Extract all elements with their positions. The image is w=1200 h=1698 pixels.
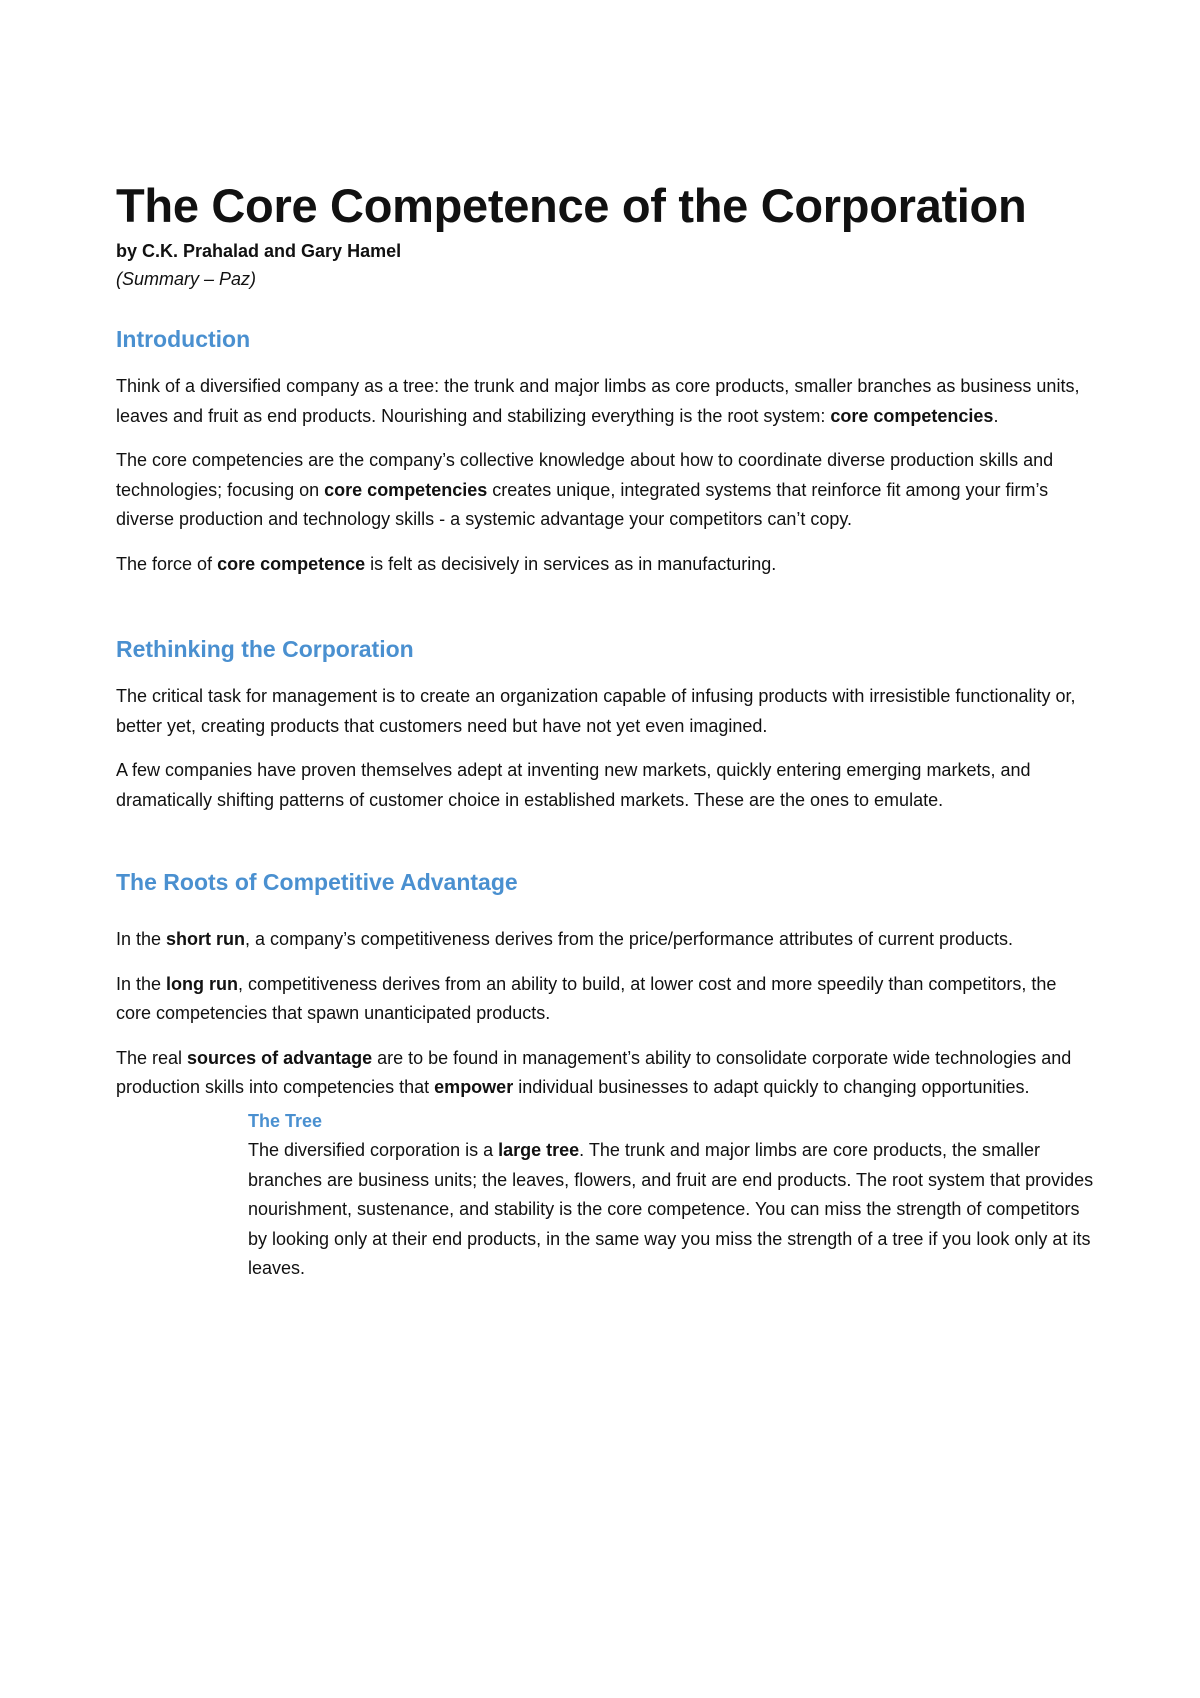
text-run: individual businesses to adapt quickly to changing opportunities. xyxy=(513,1077,1030,1097)
intro-paragraph-2 xyxy=(116,446,1096,535)
text-run: . xyxy=(993,405,999,426)
text-run: , a company’s competitiveness derives from the price/performance attributes of current products. xyxy=(245,929,1014,949)
text-run: are to be found in management’s ability to consolidate corporate wide technologies and production skills into competencies that xyxy=(116,1047,1072,1097)
bold-run: large tree xyxy=(498,1140,580,1160)
document-page xyxy=(116,178,1096,1284)
bold-run: empower xyxy=(434,1077,514,1097)
section-heading-roots: The Roots of Competitive Advantage xyxy=(116,869,518,895)
text-run: The real xyxy=(116,1047,188,1068)
roots-paragraph-3 xyxy=(116,1044,1096,1103)
text-run: creates unique, integrated systems that reinforce fit among your firm’s diverse production and technology skills - a systemic advantage your competitors can’t copy. xyxy=(116,479,1049,529)
text-run: is felt as decisively in services as in manufacturing. xyxy=(365,553,777,574)
bold-run: core competencies xyxy=(830,405,994,426)
rethinking-paragraph-1: The critical task for management is to create an organization capable of infusing products with irresistible functionality or, better yet, creating products that customers need but have not yet even imagined. xyxy=(116,686,1076,736)
bold-run: short run xyxy=(166,929,246,949)
text-run: The force of xyxy=(116,553,218,574)
text-run: Think of a diversified company as a tree: the trunk and major limbs as core products, smaller branches as business units, leaves and fruit as end products. Nourishing and stabilizing everything is the root system: xyxy=(116,376,1080,426)
roots-paragraph-2 xyxy=(116,970,1096,1029)
bold-run: sources of advantage xyxy=(187,1047,373,1068)
bold-run: long run xyxy=(166,973,239,994)
bold-run: core competence xyxy=(217,553,366,574)
subsection-heading-tree: The Tree xyxy=(248,1110,323,1131)
document-authors: by C.K. Prahalad and Gary Hamel xyxy=(116,241,402,261)
section-heading-introduction: Introduction xyxy=(116,326,251,352)
text-run: In the xyxy=(116,973,167,994)
intro-paragraph-1 xyxy=(116,372,1096,431)
bold-run: core competencies xyxy=(324,479,488,500)
text-run: The diversified corporation is a xyxy=(248,1140,499,1160)
summary-note: (Summary – Paz) xyxy=(116,269,257,289)
rethinking-paragraph-2: A few companies have proven themselves adept at inventing new markets, quickly entering emerging markets, and dramatically shifting patterns of customer choice in established markets. These are the ones to emulate. xyxy=(116,760,1031,810)
text-run: In the xyxy=(116,929,167,949)
roots-paragraph-1 xyxy=(116,925,1096,955)
tree-paragraph xyxy=(248,1136,1096,1284)
section-heading-rethinking: Rethinking the Corporation xyxy=(116,636,414,662)
document-title: The Core Competence of the Corporation xyxy=(116,179,1027,232)
text-run: . The trunk and major limbs are core products, the smaller branches are business units; the leaves, flowers, and fruit are end products. The root system that provides nourishment, sustenance, and stability is the core competence. You can miss the strength of competitors by looking only at their end products, in the same way you miss the strength of a tree if you look only at its leaves. xyxy=(248,1140,1094,1278)
text-run: , competitiveness derives from an ability to build, at lower cost and more speedily than competitors, the core competencies that spawn unanticipated products. xyxy=(116,973,1057,1023)
intro-paragraph-3 xyxy=(116,550,1096,580)
tree-subsection xyxy=(248,1107,1096,1284)
text-run: The core competencies are the company’s collective knowledge about how to coordinate diverse production skills and technologies; focusing on xyxy=(116,450,1054,500)
